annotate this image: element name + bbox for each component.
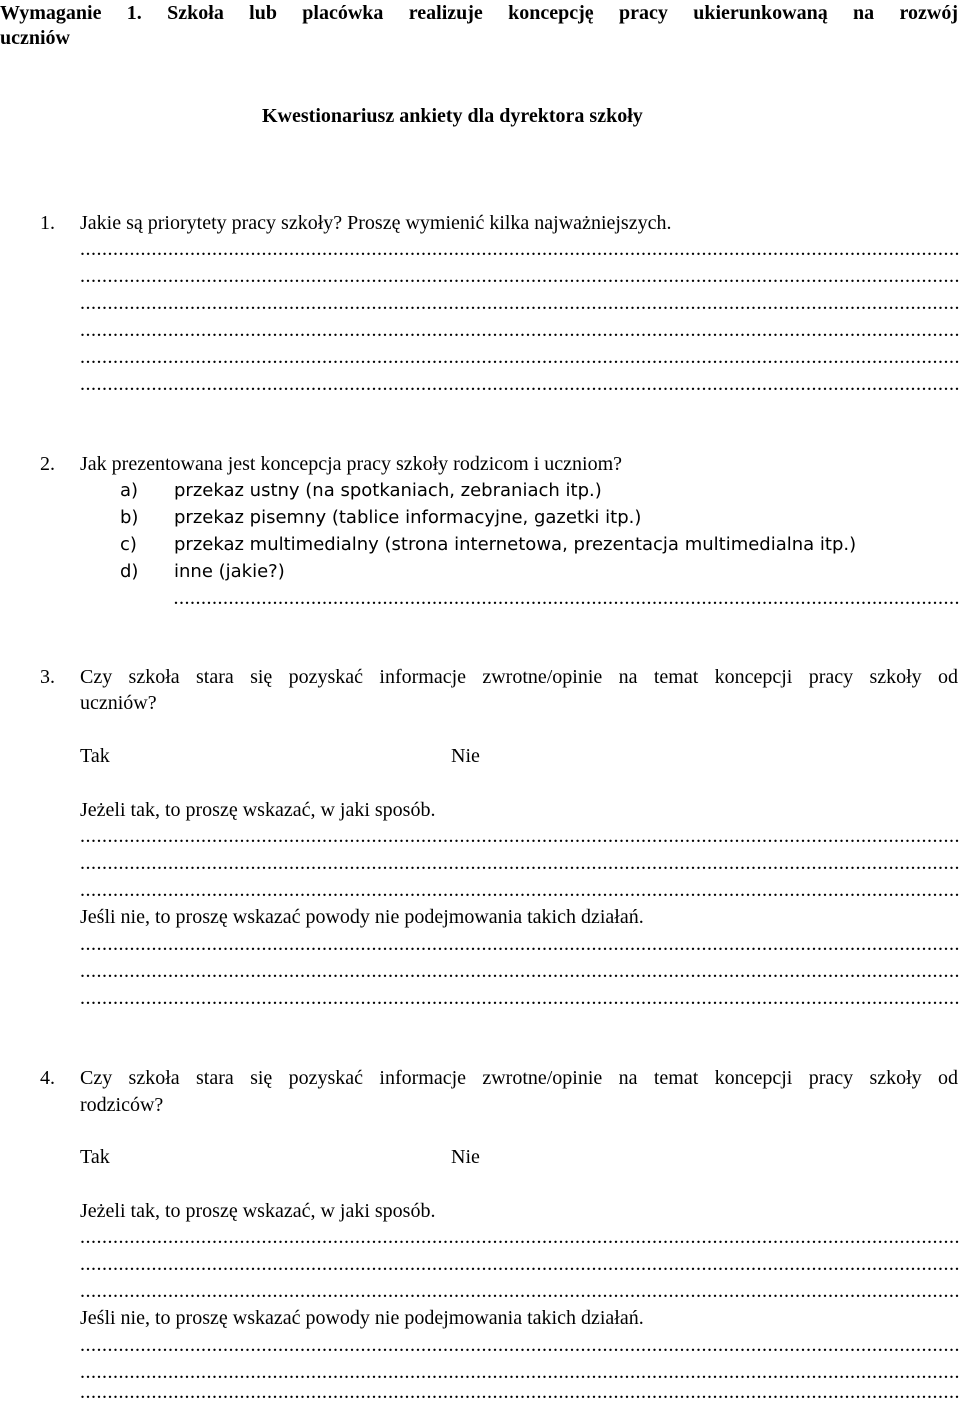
q1-answer-line-2[interactable] [80, 263, 960, 290]
q3-yes-option[interactable]: Tak [80, 745, 110, 767]
q2-option-d-letter: d) [120, 561, 139, 582]
q1-number: 1. [40, 212, 55, 234]
document-title: Kwestionariusz ankiety dla dyrektora szkoły [262, 105, 643, 127]
q4-text-line2: rodziców? [80, 1094, 164, 1116]
q2-text: Jak prezentowana jest koncepcja pracy szkoły rodzicom i uczniom? [80, 453, 623, 475]
q3-yes-answer-line-2[interactable] [80, 850, 960, 877]
q2-option-b-text[interactable]: przekaz pisemny (tablice informacyjne, gazetki itp.) [174, 507, 642, 528]
requirement-heading-line2: uczniów [0, 27, 70, 49]
q3-no-answer-line-3[interactable] [80, 985, 960, 1012]
q2-option-b-letter: b) [120, 507, 139, 528]
q4-if-yes-prompt: Jeżeli tak, to proszę wskazać, w jaki sposób. [80, 1200, 436, 1222]
q1-answer-line-1[interactable] [80, 236, 960, 263]
q4-yes-answer-line-2[interactable] [80, 1251, 960, 1278]
q2-other-answer-line[interactable] [174, 585, 960, 612]
q2-option-c-text[interactable]: przekaz multimedialny (strona internetowa, prezentacja multimedialna itp.) [174, 534, 857, 555]
q2-option-c-letter: c) [120, 534, 137, 555]
q4-text-line1: Czy szkoła stara się pozyskać informacje zwrotne/opinie na temat koncepcji pracy szkoły od [80, 1067, 958, 1089]
q2-option-d-text[interactable]: inne (jakie?) [174, 561, 285, 582]
q3-if-yes-prompt: Jeżeli tak, to proszę wskazać, w jaki sposób. [80, 799, 436, 821]
q4-if-no-prompt: Jeśli nie, to proszę wskazać powody nie podejmowania takich działań. [80, 1307, 644, 1329]
q1-answer-line-4[interactable] [80, 317, 960, 344]
q3-no-answer-line-1[interactable] [80, 931, 960, 958]
q3-number: 3. [40, 666, 55, 688]
q2-number: 2. [40, 453, 55, 475]
q4-no-answer-line-3[interactable] [80, 1379, 960, 1406]
requirement-heading-line1: Wymaganie 1. Szkoła lub placówka realizuje koncepcję pracy ukierunkowaną na rozwój [0, 2, 958, 24]
q4-yes-option[interactable]: Tak [80, 1146, 110, 1168]
q1-answer-line-5[interactable] [80, 344, 960, 371]
q3-text-line1: Czy szkoła stara się pozyskać informacje zwrotne/opinie na temat koncepcji pracy szkoły od [80, 666, 958, 688]
q1-answer-line-3[interactable] [80, 290, 960, 317]
q3-no-option[interactable]: Nie [451, 745, 480, 767]
q3-if-no-prompt: Jeśli nie, to proszę wskazać powody nie podejmowania takich działań. [80, 906, 644, 928]
q3-text-line2: uczniów? [80, 692, 157, 714]
q2-option-a-letter: a) [120, 480, 139, 501]
q1-text: Jakie są priorytety pracy szkoły? Proszę wymienić kilka najważniejszych. [80, 212, 672, 234]
q3-yes-answer-line-1[interactable] [80, 823, 960, 850]
q4-no-answer-line-1[interactable] [80, 1332, 960, 1359]
q1-answer-line-6[interactable] [80, 371, 960, 398]
q3-no-answer-line-2[interactable] [80, 958, 960, 985]
q4-yes-answer-line-1[interactable] [80, 1224, 960, 1251]
q2-option-a-text[interactable]: przekaz ustny (na spotkaniach, zebraniach itp.) [174, 480, 602, 501]
q4-no-option[interactable]: Nie [451, 1146, 480, 1168]
q3-yes-answer-line-3[interactable] [80, 877, 960, 904]
q4-number: 4. [40, 1067, 55, 1089]
q4-yes-answer-line-3[interactable] [80, 1278, 960, 1305]
